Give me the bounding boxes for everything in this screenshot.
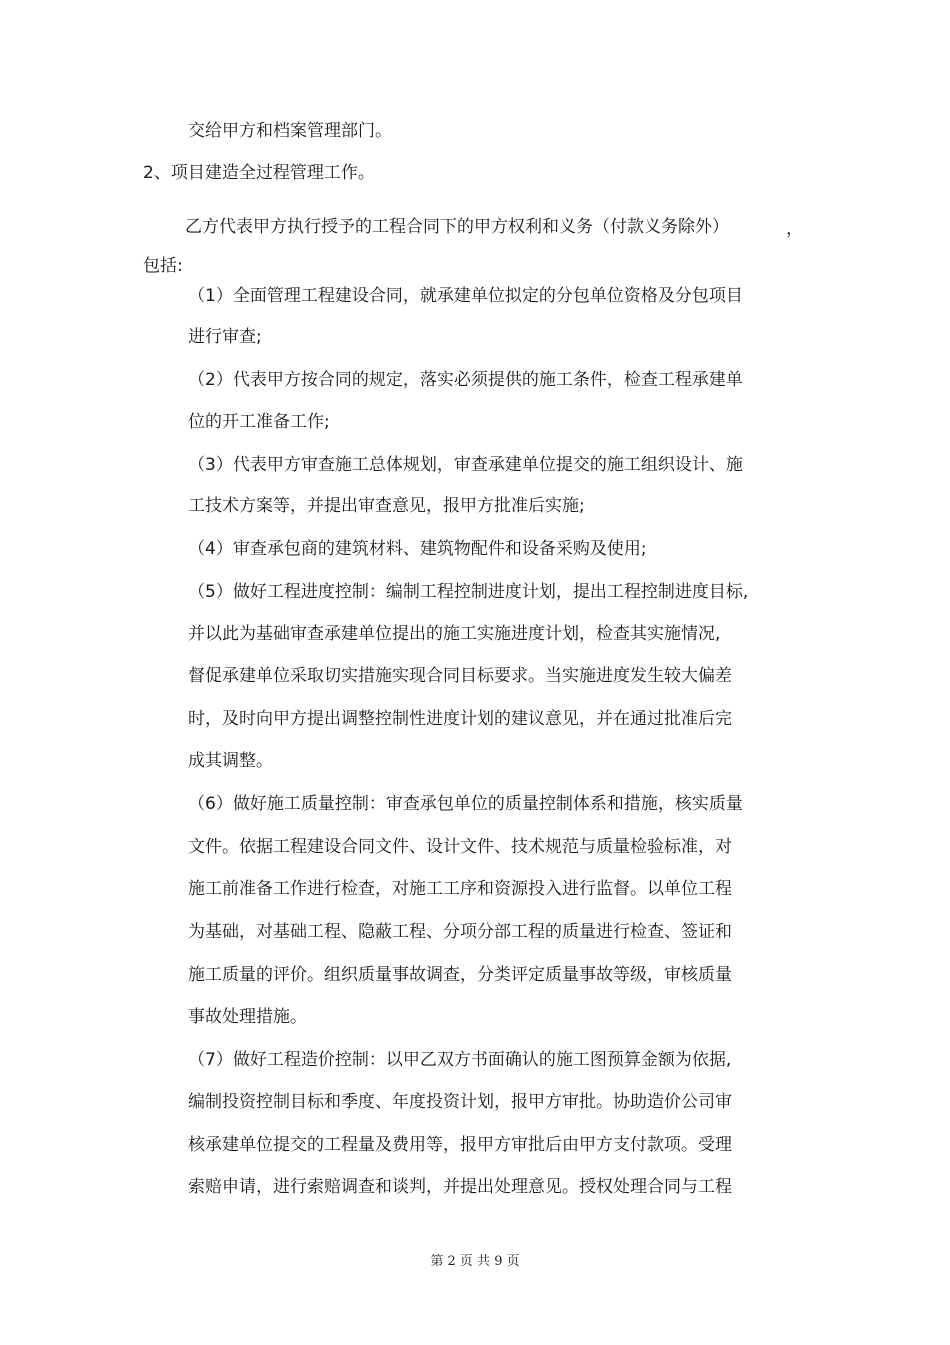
text-line: 索赔申请，进行索赔调查和谈判，并提出处理意见。授权处理合同与工程 xyxy=(188,1177,732,1197)
text-line: 编制投资控制目标和季度、年度投资计划，报甲方审批。协助造价公司审 xyxy=(188,1092,732,1112)
text-line: 乙方代表甲方执行授予的工程合同下的甲方权利和义务（付款义务除外） xyxy=(185,217,729,237)
text-line: 并以此为基础审查承建单位提出的施工实施进度计划，检查其实施情况, xyxy=(188,624,721,644)
text-line: 施工质量的评价。组织质量事故调查，分类评定质量事故等级，审核质量 xyxy=(188,965,732,985)
list-item: （6）做好施工质量控制：审查承包单位的质量控制体系和措施，核实质量 xyxy=(188,794,743,814)
list-item: （3）代表甲方审查施工总体规划，审查承建单位提交的施工组织设计、施 xyxy=(188,455,743,475)
text-line: 文件。依据工程建设合同文件、设计文件、技术规范与质量检验标准，对 xyxy=(188,837,732,857)
list-item: （7）做好工程造价控制：以甲乙双方书面确认的施工图预算金额为依据, xyxy=(188,1050,732,1070)
text-line: 位的开工准备工作; xyxy=(188,412,330,432)
list-item: （4）审查承包商的建筑材料、建筑物配件和设备采购及使用; xyxy=(188,539,647,559)
text-line: 核承建单位提交的工程量及费用等，报甲方审批后由甲方支付款项。受理 xyxy=(188,1135,732,1155)
list-item: （1）全面管理工程建设合同，就承建单位拟定的分包单位资格及分包项目 xyxy=(188,286,743,306)
text-line: 时，及时向甲方提出调整控制性进度计划的建议意见，并在通过批准后完 xyxy=(188,709,732,729)
text-line: 工技术方案等，并提出审查意见，报甲方批准后实施; xyxy=(188,496,585,516)
text-line: 成其调整。 xyxy=(188,751,273,771)
list-item: （5）做好工程进度控制：编制工程控制进度计划，提出工程控制进度目标, xyxy=(188,582,749,602)
text-line: 事故处理措施。 xyxy=(188,1007,307,1027)
text-line: 包括: xyxy=(143,256,183,276)
text-line: 为基础，对基础工程、隐蔽工程、分项分部工程的质量进行检查、签证和 xyxy=(188,922,732,942)
list-item: （2）代表甲方按合同的规定，落实必须提供的施工条件，检查工程承建单 xyxy=(188,370,743,390)
section-heading: 2、项目建造全过程管理工作。 xyxy=(143,163,375,183)
page-number-footer: 第 2 页 共 9 页 xyxy=(430,1254,520,1269)
text-line: 进行审查; xyxy=(188,327,262,347)
text-line: 交给甲方和档案管理部门。 xyxy=(188,121,392,141)
text-line: ， xyxy=(786,219,803,239)
text-line: 督促承建单位采取切实措施实现合同目标要求。当实施进度发生较大偏差 xyxy=(188,666,732,686)
text-line: 施工前准备工作进行检查，对施工工序和资源投入进行监督。以单位工程 xyxy=(188,879,732,899)
